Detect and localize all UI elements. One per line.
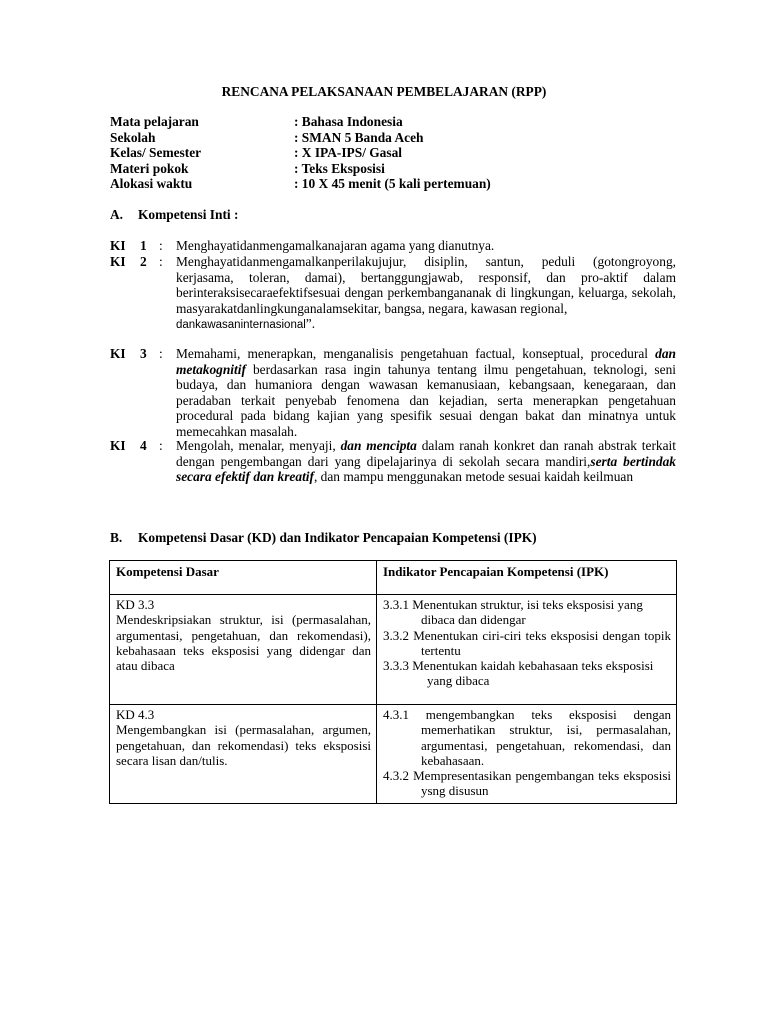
- identity-row: [110, 114, 491, 130]
- identity-label: Materi pokok: [110, 160, 189, 176]
- identity-block: [110, 114, 491, 192]
- identity-value: : Bahasa Indonesia: [294, 114, 403, 129]
- table-cell-kd: [110, 705, 377, 804]
- ki-item-3: [110, 346, 676, 439]
- ki-text: [176, 346, 676, 439]
- ki-text-part: berdasarkan rasa ingin tahunya tentang ilmu pengetahuan, teknologi, seni budaya, dan humaniora dengan wawasan kemanusiaan, kebangsaan, kenegaraan, dan peradaban terkait penyebab fenomena dan kejadian, serta menerapkan pengetahuan procedural pada bidang kajian yang spesifik sesuai dengan bakat dan minatnya untuk memecahkan masalah.: [176, 361, 676, 439]
- ipk-item: 4.3.1 mengembangkan teks eksposisi dengan memerhatikan struktur, isi, permasalahan, argumentasi, pengetahuan, rekomendasi, dan kebahasaan.: [383, 707, 671, 768]
- section-title: Kompetensi Inti :: [138, 207, 239, 222]
- section-b-heading: [110, 530, 537, 546]
- ki-colon: :: [159, 254, 163, 269]
- ipk-item: 4.3.2 Mempresentasikan pengembangan teks eksposisi ysng disusun: [383, 768, 671, 799]
- ipk-item: 3.3.3 Menentukan kaidah kebahasaan teks eksposisi yang dibaca: [383, 658, 654, 689]
- table-header-cell: Kompetensi Dasar: [110, 561, 377, 595]
- ki-text-emphasis: dan mencipta: [340, 438, 417, 453]
- table-header-cell: Indikator Pencapaian Kompetensi (IPK): [377, 561, 677, 595]
- identity-label: Mata pelajaran: [110, 114, 199, 129]
- identity-row: [110, 161, 491, 177]
- ki-code: [110, 346, 164, 362]
- section-title: Kompetensi Dasar (KD) dan Indikator Pencapaian Kompetensi (IPK): [138, 530, 537, 545]
- ki-colon: :: [159, 438, 163, 453]
- ki-text-main: Menghayatidanmengamalkanperilakujujur, disiplin, santun, peduli (gotongroyong, kerjasama, toleran, damai), bertanggungjawab, responsif, dan pro-aktif dalam berinteraksisecaraefektifsesuai dengan perkembangananak di lingkungan, keluarga, sekolah, masyarakatdanlingkunganalamsekitar, bangsa, negara, kawasan regional,: [176, 254, 676, 316]
- identity-value: : Teks Eksposisi: [294, 160, 385, 176]
- ipk-item: 3.3.2 Menentukan ciri-ciri teks eksposisi dengan topik tertentu: [383, 627, 671, 658]
- section-number: A.: [110, 207, 124, 222]
- ki-code: [110, 438, 164, 454]
- table-cell-ipk: [377, 705, 677, 804]
- ki-text-tail: dankawasaninternasional: [176, 319, 306, 331]
- document-title: RENCANA PELAKSANAAN PEMBELAJARAN (RPP): [221, 84, 547, 99]
- ki-text: Menghayatidanmengamalkanajaran agama yang dianutnya.: [176, 238, 495, 253]
- ki-number: 3: [140, 346, 147, 361]
- ki-text-emphasis: serta bertindak secara efektif dan kreatif: [176, 453, 676, 484]
- table-row: [110, 705, 677, 804]
- table-cell-kd: [110, 595, 377, 705]
- identity-row: [110, 176, 491, 192]
- kd-code: KD 3.3: [116, 597, 155, 612]
- ki-code: [110, 238, 164, 254]
- section-number: B.: [110, 530, 123, 545]
- ki-item-1: [110, 238, 676, 254]
- kd-text: Mengembangkan isi (permasalahan, argumen, pengetahuan, dan rekomendasi) teks eksposisi secara lisan dan/tulis.: [116, 722, 371, 768]
- ki-colon: :: [159, 238, 163, 253]
- ki-label: KI: [110, 346, 126, 361]
- kd-ipk-table: [109, 560, 677, 804]
- identity-label: Alokasi waktu: [110, 176, 193, 191]
- ki-number: 1: [140, 238, 147, 253]
- ki-number: 4: [140, 438, 147, 453]
- table-cell-ipk: [377, 595, 677, 705]
- identity-row: [110, 130, 491, 146]
- ki-colon: :: [159, 346, 163, 361]
- section-a-heading: [110, 207, 238, 223]
- ki-code: [110, 254, 164, 270]
- identity-row: [110, 145, 491, 161]
- ki-number: 2: [140, 254, 147, 269]
- ki-item-4: [110, 438, 676, 485]
- ipk-item: 3.3.1 Menentukan struktur, isi teks eksposisi yang dibaca dan didengar: [383, 597, 643, 628]
- ki-text: [176, 438, 676, 485]
- ki-text-tail-end: ”.: [305, 316, 316, 331]
- identity-value: : SMAN 5 Banda Aceh: [294, 129, 424, 145]
- ki-text-part: Mengolah, menalar, menyaji,: [176, 438, 336, 453]
- ki-text: [176, 254, 676, 334]
- ki-text-part: Memahami, menerapkan, menganalisis pengetahuan factual, konseptual, procedural: [176, 346, 648, 361]
- ki-item-2: [110, 254, 676, 334]
- kd-code: KD 4.3: [116, 707, 155, 722]
- identity-value: : 10 X 45 menit (5 kali pertemuan): [294, 176, 491, 191]
- ki-label: KI: [110, 238, 126, 253]
- table-header-row: [110, 561, 677, 595]
- table-row: [110, 595, 677, 705]
- ki-text-emphasis: dan metakognitif: [176, 346, 676, 377]
- ki-text-part: , dan mampu menggunakan metode sesuai kaidah keilmuan: [313, 469, 634, 484]
- identity-label: Sekolah: [110, 129, 156, 145]
- identity-value: : X IPA-IPS/ Gasal: [294, 145, 402, 160]
- identity-label: Kelas/ Semester: [110, 145, 202, 160]
- ki-label: KI: [110, 254, 126, 269]
- kd-text: Mendeskripsiakan struktur, isi (permasalahan, argumentasi, pengetahuan, dan rekomendasi), kebahasaan teks eksposisi yang didengar dan atau dibaca: [116, 612, 371, 674]
- ki-text-part: dalam ranah konkret dan ranah abstrak terkait dengan pengembangan dari yang dipelajarinya di sekolah secara mandiri,: [176, 438, 676, 469]
- ki-label: KI: [110, 438, 126, 453]
